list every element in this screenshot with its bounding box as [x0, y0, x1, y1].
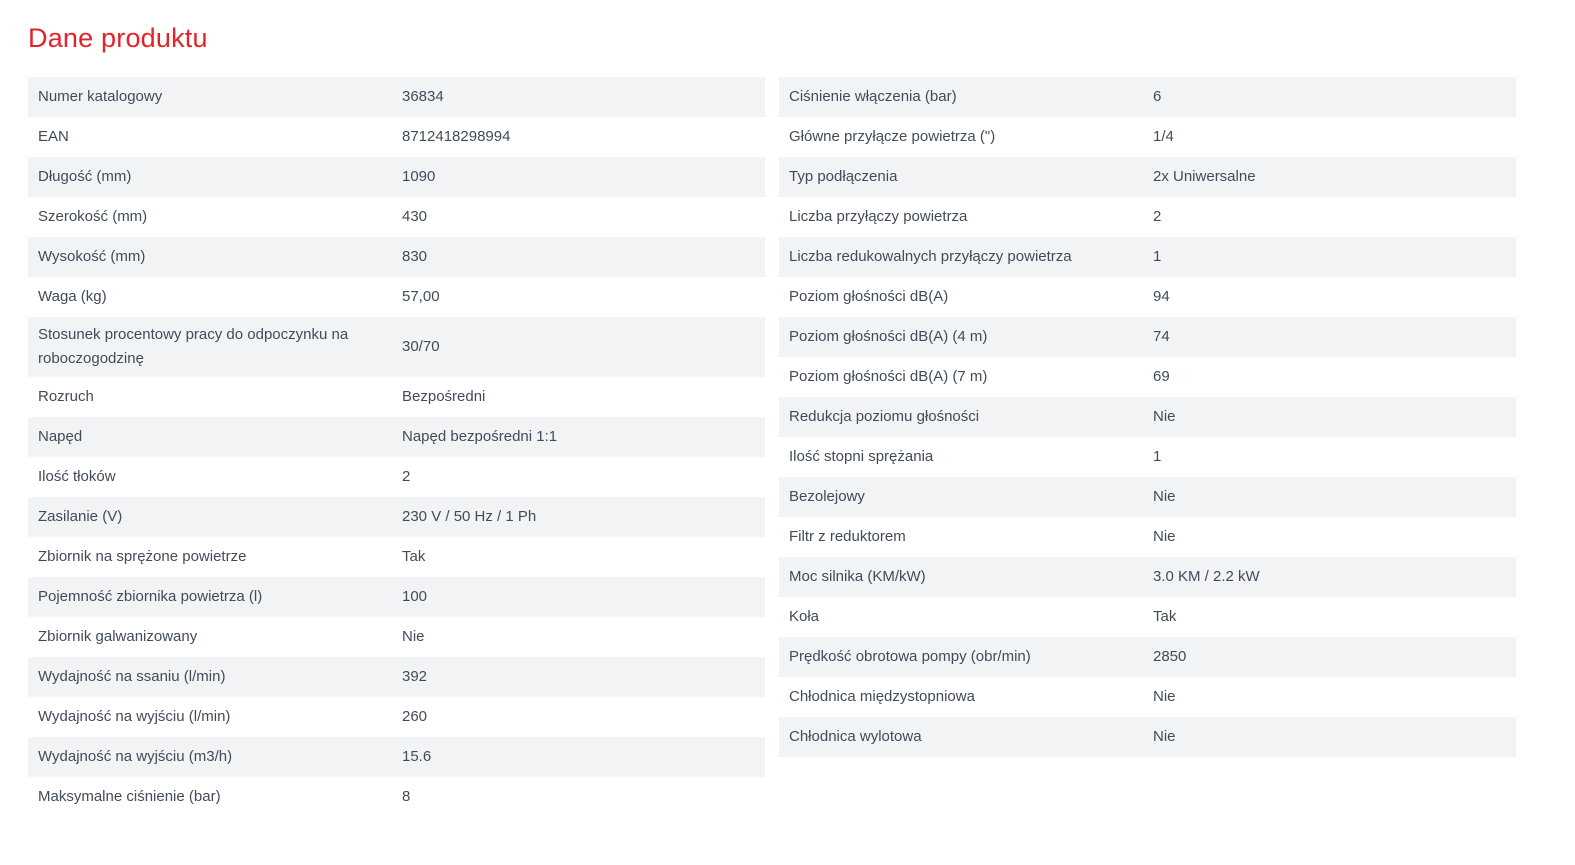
spec-row — [779, 717, 1516, 757]
spec-row — [28, 737, 765, 777]
spec-value: 8712418298994 — [402, 128, 511, 146]
spec-value: Nie — [1153, 528, 1176, 546]
spec-row — [779, 557, 1516, 597]
spec-row — [28, 77, 765, 117]
spec-label: Główne przyłącze powietrza (") — [789, 128, 996, 146]
spec-label: Poziom głośności dB(A) (4 m) — [789, 328, 988, 346]
spec-row — [28, 777, 765, 817]
spec-row — [28, 497, 765, 537]
spec-label: Napęd — [38, 428, 83, 446]
spec-row — [28, 577, 765, 617]
spec-value: Tak — [1153, 608, 1177, 626]
spec-label: Liczba redukowalnych przyłączy powietrza — [789, 248, 1072, 266]
spec-value: 2x Uniwersalne — [1153, 168, 1256, 186]
spec-row — [779, 77, 1516, 117]
spec-row — [28, 197, 765, 237]
spec-label: Bezolejowy — [789, 488, 865, 506]
spec-value: 57,00 — [402, 288, 440, 306]
spec-label: Długość (mm) — [38, 168, 132, 186]
spec-value: 8 — [402, 788, 411, 806]
spec-row — [28, 237, 765, 277]
spec-row — [779, 237, 1516, 277]
spec-row — [779, 677, 1516, 717]
spec-value: Nie — [1153, 688, 1176, 706]
spec-label: Rozruch — [38, 388, 94, 406]
spec-label: Maksymalne ciśnienie (bar) — [38, 788, 221, 806]
spec-row — [779, 197, 1516, 237]
page-title: Dane produktu — [28, 23, 208, 53]
spec-value: 430 — [402, 208, 428, 226]
spec-row — [28, 157, 765, 197]
spec-value: 6 — [1153, 88, 1162, 106]
spec-row — [28, 457, 765, 497]
spec-row — [779, 637, 1516, 677]
spec-value: 230 V / 50 Hz / 1 Ph — [402, 508, 537, 526]
spec-row — [779, 437, 1516, 477]
spec-row — [28, 117, 765, 157]
spec-row — [779, 157, 1516, 197]
spec-row — [28, 537, 765, 577]
spec-value: 36834 — [402, 88, 444, 106]
spec-value: 1/4 — [1153, 128, 1174, 146]
spec-label: Chłodnica wylotowa — [789, 728, 922, 746]
spec-tables-container — [28, 77, 1530, 817]
spec-value: 1 — [1153, 448, 1162, 466]
spec-label: EAN — [38, 128, 69, 146]
spec-label: Szerokość (mm) — [38, 208, 148, 226]
spec-label: Poziom głośności dB(A) — [789, 288, 949, 306]
spec-table-left — [28, 77, 765, 817]
spec-value: Bezpośredni — [402, 388, 486, 406]
spec-value: Nie — [1153, 728, 1176, 746]
spec-label: Ilość stopni sprężania — [789, 448, 934, 466]
spec-label: Prędkość obrotowa pompy (obr/min) — [789, 648, 1031, 666]
spec-row — [779, 517, 1516, 557]
spec-value: 260 — [402, 708, 428, 726]
spec-label: Typ podłączenia — [789, 168, 898, 186]
spec-label: Redukcja poziomu głośności — [789, 408, 980, 426]
spec-value: 30/70 — [402, 338, 440, 356]
spec-row — [779, 477, 1516, 517]
spec-value: 1090 — [402, 168, 436, 186]
spec-label: Ciśnienie włączenia (bar) — [789, 88, 957, 106]
spec-value: 74 — [1153, 328, 1170, 346]
spec-row — [28, 617, 765, 657]
spec-label: Wysokość (mm) — [38, 248, 146, 266]
spec-label: Zasilanie (V) — [38, 508, 123, 526]
spec-row — [28, 697, 765, 737]
spec-row — [28, 277, 765, 317]
spec-value: 94 — [1153, 288, 1170, 306]
spec-label: Numer katalogowy — [38, 88, 163, 106]
spec-label: Ilość tłoków — [38, 468, 116, 486]
spec-row — [779, 397, 1516, 437]
spec-label: Wydajność na wyjściu (l/min) — [38, 708, 231, 726]
spec-row — [28, 417, 765, 457]
spec-value: 392 — [402, 668, 428, 686]
spec-label: Zbiornik galwanizowany — [38, 628, 198, 646]
spec-value: 2850 — [1153, 648, 1187, 666]
spec-value: Nie — [1153, 408, 1176, 426]
spec-value: 3.0 KM / 2.2 kW — [1153, 568, 1260, 586]
spec-label: Liczba przyłączy powietrza — [789, 208, 968, 226]
spec-row — [779, 117, 1516, 157]
spec-row — [779, 277, 1516, 317]
spec-row — [28, 377, 765, 417]
spec-value: Nie — [1153, 488, 1176, 506]
spec-label: Zbiornik na sprężone powietrze — [38, 548, 247, 566]
spec-label: Moc silnika (KM/kW) — [789, 568, 926, 586]
spec-row — [779, 597, 1516, 637]
spec-value: Napęd bezpośredni 1:1 — [402, 428, 558, 446]
spec-value: Nie — [402, 628, 425, 646]
spec-row — [779, 357, 1516, 397]
spec-value: Tak — [402, 548, 426, 566]
spec-row — [28, 317, 765, 377]
spec-value: 15.6 — [402, 748, 432, 766]
spec-label: Wydajność na wyjściu (m3/h) — [38, 748, 233, 766]
spec-value: 100 — [402, 588, 428, 606]
spec-label: Koła — [789, 608, 820, 626]
spec-label: Wydajność na ssaniu (l/min) — [38, 668, 226, 686]
spec-value: 2 — [402, 468, 411, 486]
spec-label: Filtr z reduktorem — [789, 528, 906, 546]
spec-label: Chłodnica międzystopniowa — [789, 688, 975, 706]
spec-label: Poziom głośności dB(A) (7 m) — [789, 368, 988, 386]
spec-value: 69 — [1153, 368, 1170, 386]
spec-label: Stosunek procentowy pracy do odpoczynku na roboczogodzinę — [38, 326, 349, 368]
spec-value: 830 — [402, 248, 428, 266]
spec-value: 2 — [1153, 208, 1162, 226]
spec-value: 1 — [1153, 248, 1162, 266]
spec-row — [779, 317, 1516, 357]
spec-label: Pojemność zbiornika powietrza (l) — [38, 588, 263, 606]
spec-table-right — [779, 77, 1516, 757]
spec-row — [28, 657, 765, 697]
spec-label: Waga (kg) — [38, 288, 107, 306]
